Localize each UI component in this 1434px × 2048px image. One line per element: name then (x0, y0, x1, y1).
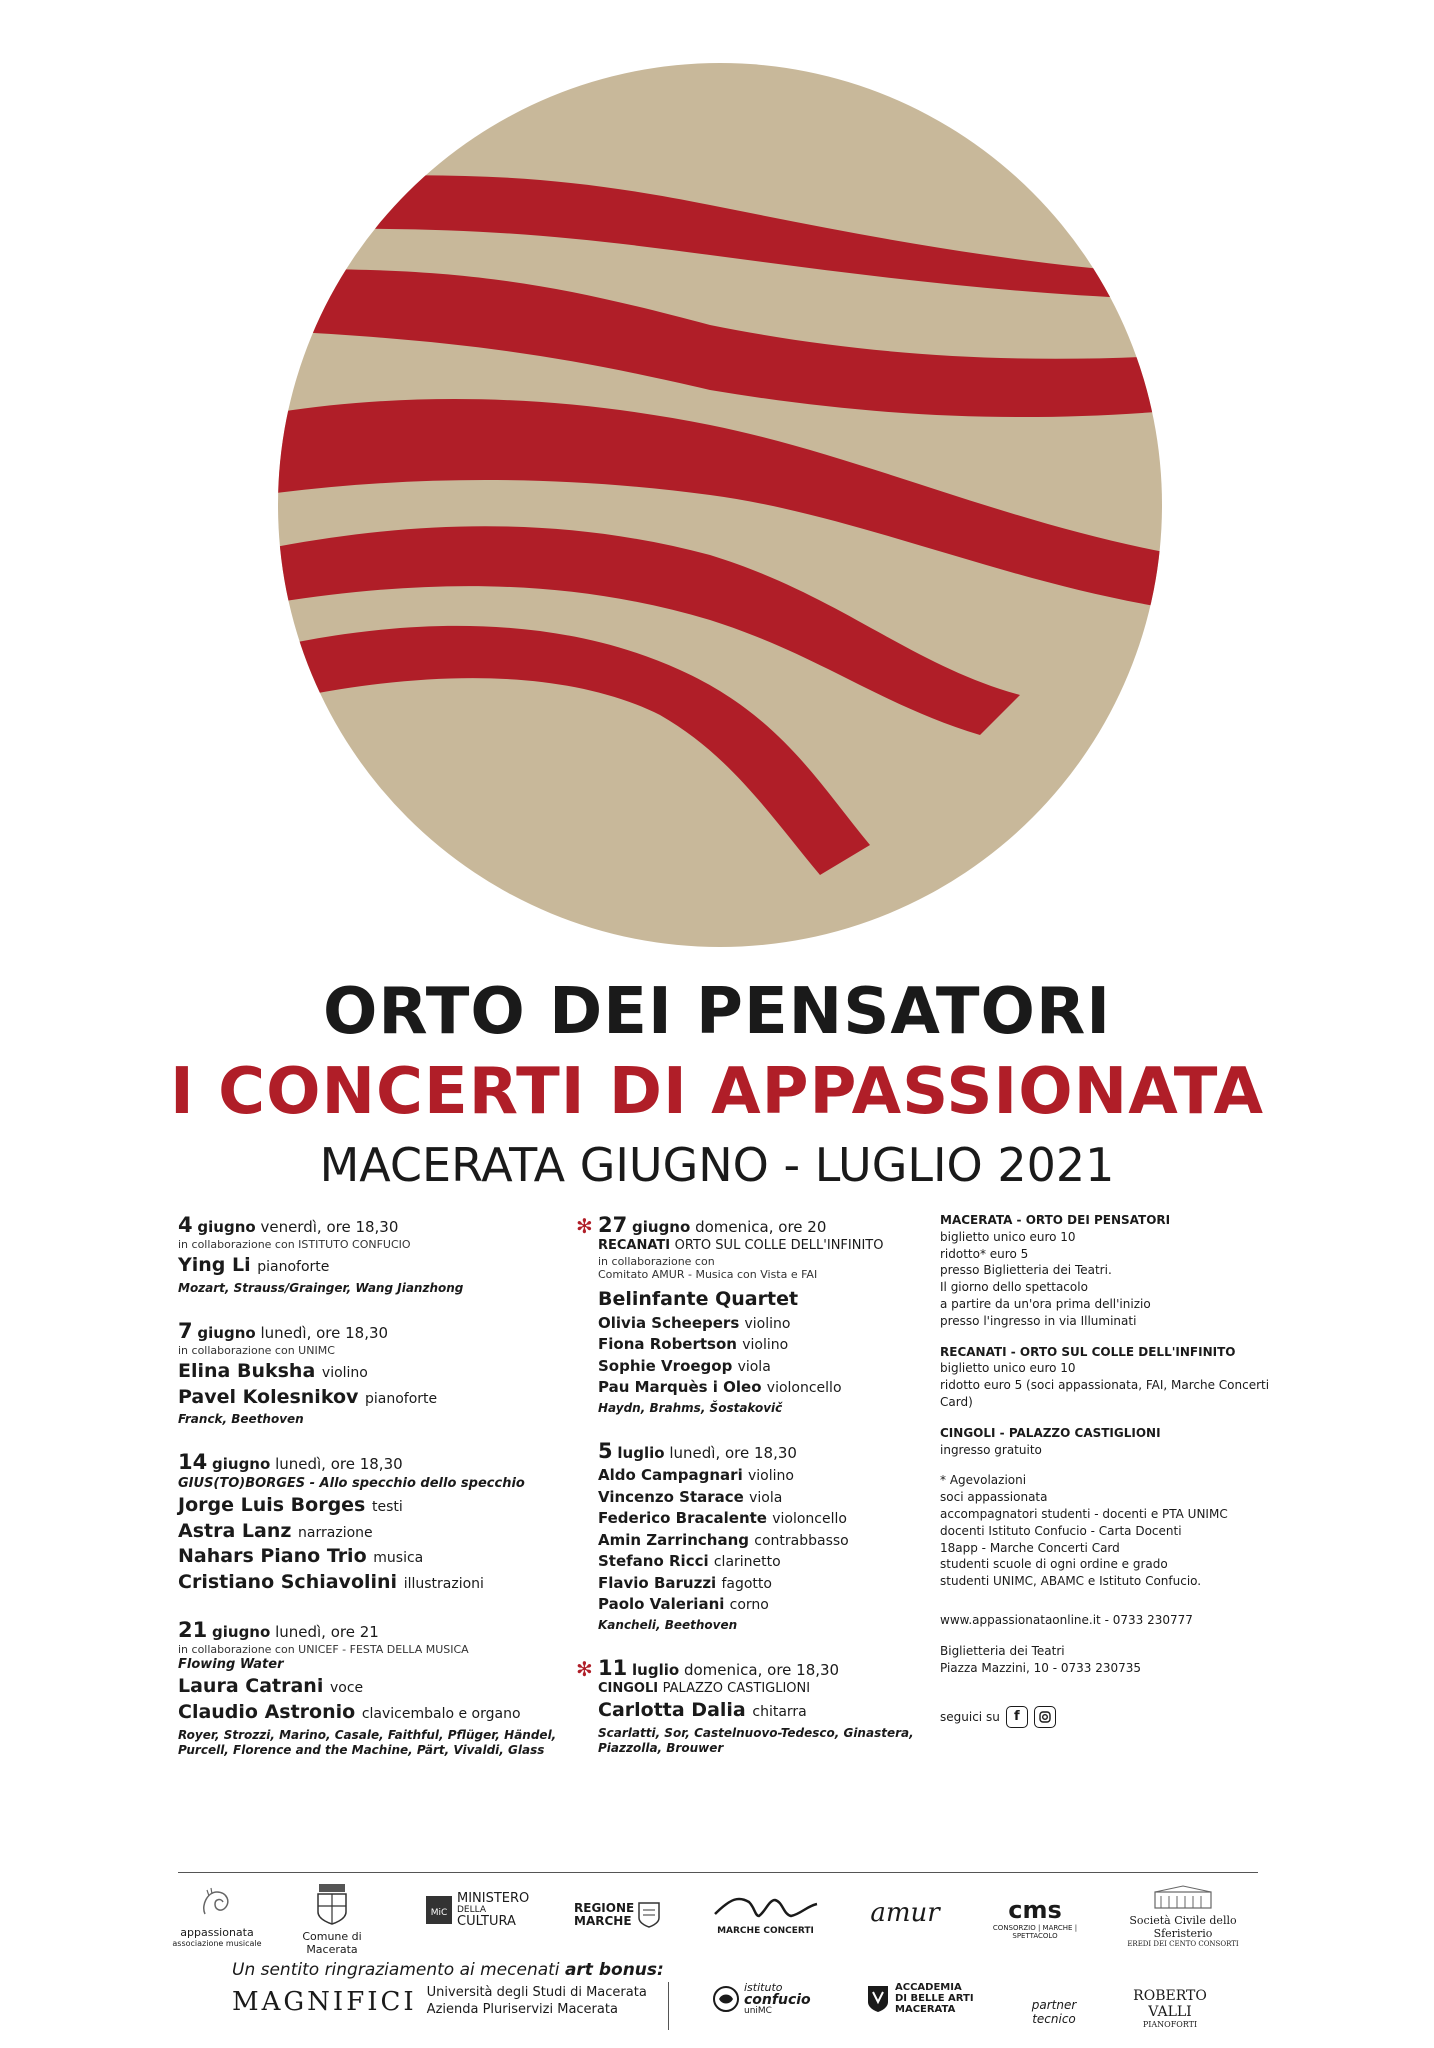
info-line: * Agevolazioni (940, 1473, 1027, 1488)
info-line: Il giorno dello spettacolo (940, 1280, 1088, 1295)
info-line: presso l'ingresso in via Illuminati (940, 1313, 1137, 1328)
follow-label: seguici su (940, 1709, 1000, 1724)
event-venue-detail: ORTO SUL COLLE DELL'INFINITO (674, 1238, 884, 1254)
event-collab: in collaborazione con UNICEF - FESTA DELLA MUSICA (178, 1643, 469, 1656)
logo-accademia-belle-arti (866, 1982, 986, 2015)
event-time: venerdì, ore 18,30 (260, 1218, 399, 1236)
ministero-icon (425, 1895, 453, 1925)
info-line: presso Biglietteria dei Teatri. (940, 1263, 1112, 1278)
logo-regione-marche (574, 1902, 669, 1928)
logo-text: REGIONE (574, 1901, 635, 1915)
box-office (940, 1643, 1280, 1677)
sponsor-divider (668, 1982, 669, 2030)
event-month: luglio (617, 1443, 665, 1462)
performer-name: Olivia Scheepers (598, 1313, 740, 1332)
performer-name: Fiona Robertson (598, 1335, 737, 1354)
logo-text: uniMC (744, 2006, 772, 2016)
logo-text: confucio (744, 1992, 811, 2008)
facebook-icon[interactable]: f (1006, 1706, 1028, 1728)
title-line-2: I CONCERTI DI APPASSIONATA (170, 1055, 1264, 1129)
event-day: 21 (178, 1617, 208, 1642)
info-heading: MACERATA - ORTO DEI PENSATORI (940, 1213, 1171, 1227)
performer-role: testi (372, 1498, 403, 1515)
performer-name: Pavel Kolesnikov (178, 1385, 359, 1408)
performer-name: Aldo Campagnari (598, 1466, 743, 1484)
event-day: 5 (598, 1438, 613, 1463)
event-day: 4 (178, 1213, 193, 1237)
confucio-icon (712, 1985, 740, 2013)
logo-istituto-confucio (712, 1982, 822, 2016)
event-collab: in collaborazione con UNIMC (178, 1344, 335, 1357)
logo-text: ROBERTO VALLI (1133, 1988, 1207, 2020)
performer-role: fagotto (721, 1575, 772, 1592)
event-time: domenica, ore 20 (695, 1218, 827, 1236)
event-day: 27 (598, 1213, 628, 1237)
logo-ministero-cultura (425, 1892, 540, 1929)
performer-name: Cristiano Schiavolini (178, 1571, 398, 1593)
logo-text: istituto (744, 1981, 783, 1994)
logo-amur (860, 1898, 950, 1928)
event-month: giugno (212, 1455, 271, 1474)
info-line: ridotto* euro 5 (940, 1246, 1029, 1261)
event-program: Kancheli, Beethoven (598, 1617, 738, 1632)
logo-appassionata (172, 1884, 262, 1948)
logo-text: MINISTERO (457, 1891, 530, 1906)
info-line: ingresso gratuito (940, 1442, 1042, 1457)
event-subtitle: Flowing Water (178, 1656, 284, 1672)
event-time: lunedì, ore 18,30 (669, 1443, 797, 1462)
event-collab: in collaborazione con (598, 1254, 715, 1268)
event-month: luglio (632, 1660, 680, 1679)
logo-text: MARCHE (574, 1914, 632, 1929)
logo-comune-macerata (282, 1882, 382, 1956)
event-month: giugno (212, 1622, 271, 1641)
performer-name: Amin Zarrinchang (598, 1530, 750, 1549)
event-7-giugno (178, 1318, 558, 1428)
info-recanati (940, 1344, 1280, 1411)
event-venue-detail: PALAZZO CASTIGLIONI (662, 1680, 811, 1696)
event-time: lunedì, ore 18,30 (275, 1455, 403, 1474)
performer-role: musica (373, 1550, 424, 1567)
event-14-giugno (178, 1449, 558, 1595)
logo-cms (985, 1896, 1085, 1940)
performer-role: pianoforte (257, 1259, 330, 1275)
event-program: Haydn, Brahms, Šostakovič (598, 1400, 783, 1415)
thanks-text: Un sentito ringraziamento ai mecenati (232, 1960, 560, 1980)
logo-subtext: PIANOFORTI (1142, 2020, 1198, 2029)
event-program: Royer, Strozzi, Marino, Casale, Faithful, Pflüger, Händel, Purcell, Florence and the Machine, Pärt, Vivaldi, Glass (178, 1727, 557, 1757)
performer-role: corno (729, 1597, 769, 1613)
performer-name: Pau Marquès i Oleo (598, 1378, 762, 1397)
magnifici-logo: MAGNIFICI (232, 1986, 417, 2017)
logo-text: ACCADEMIA (895, 1982, 962, 1993)
logo-text: Comune di Macerata (302, 1930, 362, 1956)
info-line: accompagnatori studenti - docenti e PTA UNIMC (940, 1506, 1228, 1521)
info-line: docenti Istituto Confucio - Carta Docenti (940, 1523, 1182, 1538)
logo-subtext: CONSORZIO | MARCHE | SPETTACOLO (992, 1924, 1078, 1940)
performer-name: Federico Bracalente (598, 1509, 767, 1527)
social-links (940, 1706, 1280, 1728)
event-program: Scarlatti, Sor, Castelnuovo-Tedesco, Ginastera, Piazzolla, Brouwer (598, 1725, 914, 1755)
logo-sferisterio (1108, 1884, 1258, 1948)
website-line: www.appassionataonline.it - 0733 230777 (940, 1612, 1193, 1627)
title-line-1: ORTO DEI PENSATORI (322, 975, 1112, 1049)
event-27-giugno (576, 1212, 928, 1416)
event-collab: Comitato AMUR - Musica con Vista e FAI (598, 1268, 818, 1282)
title-line-3: MACERATA GIUGNO - LUGLIO 2021 (319, 1138, 1115, 1192)
performer-name: Flavio Baruzzi (598, 1573, 717, 1592)
info-line: soci appassionata (940, 1490, 1048, 1505)
info-line: 18app - Marche Concerti Card (940, 1540, 1120, 1555)
event-day: 11 (598, 1655, 628, 1680)
info-line: Biglietteria dei Teatri (940, 1643, 1065, 1658)
thanks-bold: art bonus: (564, 1960, 664, 1980)
logo-text: DELLA (457, 1904, 487, 1915)
logo-text: cms (1008, 1896, 1062, 1924)
event-program: Mozart, Strauss/Grainger, Wang Jianzhong (178, 1280, 464, 1295)
instagram-icon[interactable] (1034, 1706, 1056, 1728)
logo-subtext: associazione musicale (172, 1939, 262, 1948)
performer-name: Paolo Valeriani (598, 1595, 725, 1613)
event-month: giugno (632, 1218, 691, 1236)
logo-text: appassionata (180, 1926, 254, 1939)
performer-name: Nahars Piano Trio (178, 1545, 367, 1568)
performer-role: chitarra (752, 1704, 807, 1720)
performer-role: contrabbasso (754, 1532, 849, 1549)
event-time: domenica, ore 18,30 (683, 1660, 840, 1679)
logo-text: amur (870, 1898, 940, 1928)
event-program: Franck, Beethoven (178, 1412, 304, 1427)
performer-name: Elina Buksha (178, 1359, 316, 1382)
info-macerata (940, 1212, 1280, 1330)
performer-role: illustrazioni (403, 1576, 484, 1592)
logo-text: MACERATA (895, 2004, 956, 2015)
performer-role: violino (321, 1364, 368, 1381)
info-heading: RECANATI - ORTO SUL COLLE DELL'INFINITO (940, 1344, 1236, 1359)
performer-name: Vincenzo Starace (598, 1487, 744, 1506)
performer-name: Carlotta Dalia (598, 1699, 746, 1721)
logo-subtext: EREDI DEI CENTO CONSORTI (1127, 1940, 1239, 1948)
logo-marche-concerti (708, 1892, 823, 1936)
event-month: giugno (197, 1323, 256, 1342)
performer-name: Laura Catrani (178, 1675, 324, 1697)
performer-role: viola (749, 1489, 783, 1506)
event-21-giugno (178, 1617, 558, 1758)
info-heading: CINGOLI - PALAZZO CASTIGLIONI (940, 1425, 1161, 1440)
info-line: studenti UNIMC, ABAMC e Istituto Confucio. (940, 1574, 1202, 1589)
event-time: lunedì, ore 18,30 (260, 1323, 389, 1342)
logo-text: MARCHE CONCERTI (717, 1926, 814, 1936)
info-line: studenti scuole di ogni ordine e grado (940, 1557, 1168, 1572)
flower-icon: ✻ (576, 1656, 593, 1681)
mecenati-row (232, 1985, 647, 2019)
patron-name: Azienda Pluriservizi Macerata (426, 2001, 618, 2017)
program-column-1 (178, 1212, 558, 1780)
performer-name: Ying Li (178, 1254, 251, 1276)
event-venue: RECANATI (598, 1238, 671, 1254)
performer-role: voce (329, 1680, 364, 1696)
event-collab: in collaborazione con ISTITUTO CONFUCIO (178, 1238, 411, 1252)
regione-shield-icon (638, 1902, 660, 1928)
performer-name: Claudio Astronio (178, 1700, 356, 1723)
appassionata-icon (197, 1884, 237, 1922)
performer-role: clavicembalo e organo (361, 1705, 521, 1722)
marche-concerti-icon (711, 1892, 821, 1922)
info-column (940, 1212, 1280, 1728)
event-4-giugno (178, 1212, 558, 1296)
info-line: Piazza Mazzini, 10 - 0733 230735 (940, 1660, 1142, 1675)
event-day: 14 (178, 1450, 208, 1475)
event-11-luglio (576, 1655, 928, 1756)
info-cingoli (940, 1425, 1280, 1459)
performer-role: violino (747, 1468, 794, 1484)
event-month: giugno (197, 1218, 256, 1236)
event-5-luglio (598, 1438, 928, 1633)
sferisterio-building-icon (1153, 1884, 1213, 1910)
performer-role: violoncello (772, 1511, 847, 1527)
info-line: a partire da un'ora prima dell'inizio (940, 1296, 1151, 1311)
patron-name: Università degli Studi di Macerata (426, 1985, 647, 2000)
info-line: biglietto unico euro 10 (940, 1229, 1076, 1244)
logo-text: DI BELLE ARTI (895, 1993, 974, 2004)
logo-text: CULTURA (457, 1914, 516, 1930)
flower-icon: ✻ (576, 1214, 593, 1238)
info-line: biglietto unico euro 10 (940, 1361, 1076, 1376)
thanks-line (232, 1960, 664, 1980)
logo-roberto-valli (1110, 1988, 1230, 2029)
event-day: 7 (178, 1318, 193, 1343)
info-agevolazioni (940, 1472, 1280, 1590)
event-venue: CINGOLI (598, 1680, 659, 1696)
event-time: lunedì, ore 21 (275, 1622, 379, 1641)
logo-divider (178, 1872, 1258, 1873)
coat-of-arms-icon (315, 1882, 349, 1926)
performer-role: clarinetto (713, 1554, 781, 1570)
performer-role: viola (737, 1358, 771, 1375)
performer-role: narrazione (298, 1524, 373, 1541)
performer-role: pianoforte (365, 1390, 438, 1407)
svg-text:MiC: MiC (430, 1908, 448, 1919)
performer-name: Astra Lanz (178, 1519, 292, 1542)
logo-text: Società Civile dello Sferisterio (1129, 1914, 1237, 1940)
partner-label: partner tecnico (1031, 1998, 1077, 2026)
performer-role: violino (742, 1337, 789, 1354)
performer-role: violoncello (766, 1380, 842, 1397)
event-subtitle: GIUS(TO)BORGES - Allo specchio dello specchio (178, 1475, 525, 1491)
info-line: ridotto euro 5 (soci appassionata, FAI, Marche Concerti Card) (940, 1378, 1270, 1409)
decorative-striped-disc (260, 55, 1180, 955)
performer-name: Sophie Vroegop (598, 1356, 733, 1375)
program-column-2 (576, 1212, 928, 1778)
performer-name: Stefano Ricci (598, 1552, 709, 1570)
ensemble-name: Belinfante Quartet (598, 1288, 799, 1310)
performer-role: violino (744, 1315, 791, 1332)
performer-name: Jorge Luis Borges (178, 1493, 366, 1516)
accademia-shield-icon (866, 1984, 890, 2014)
